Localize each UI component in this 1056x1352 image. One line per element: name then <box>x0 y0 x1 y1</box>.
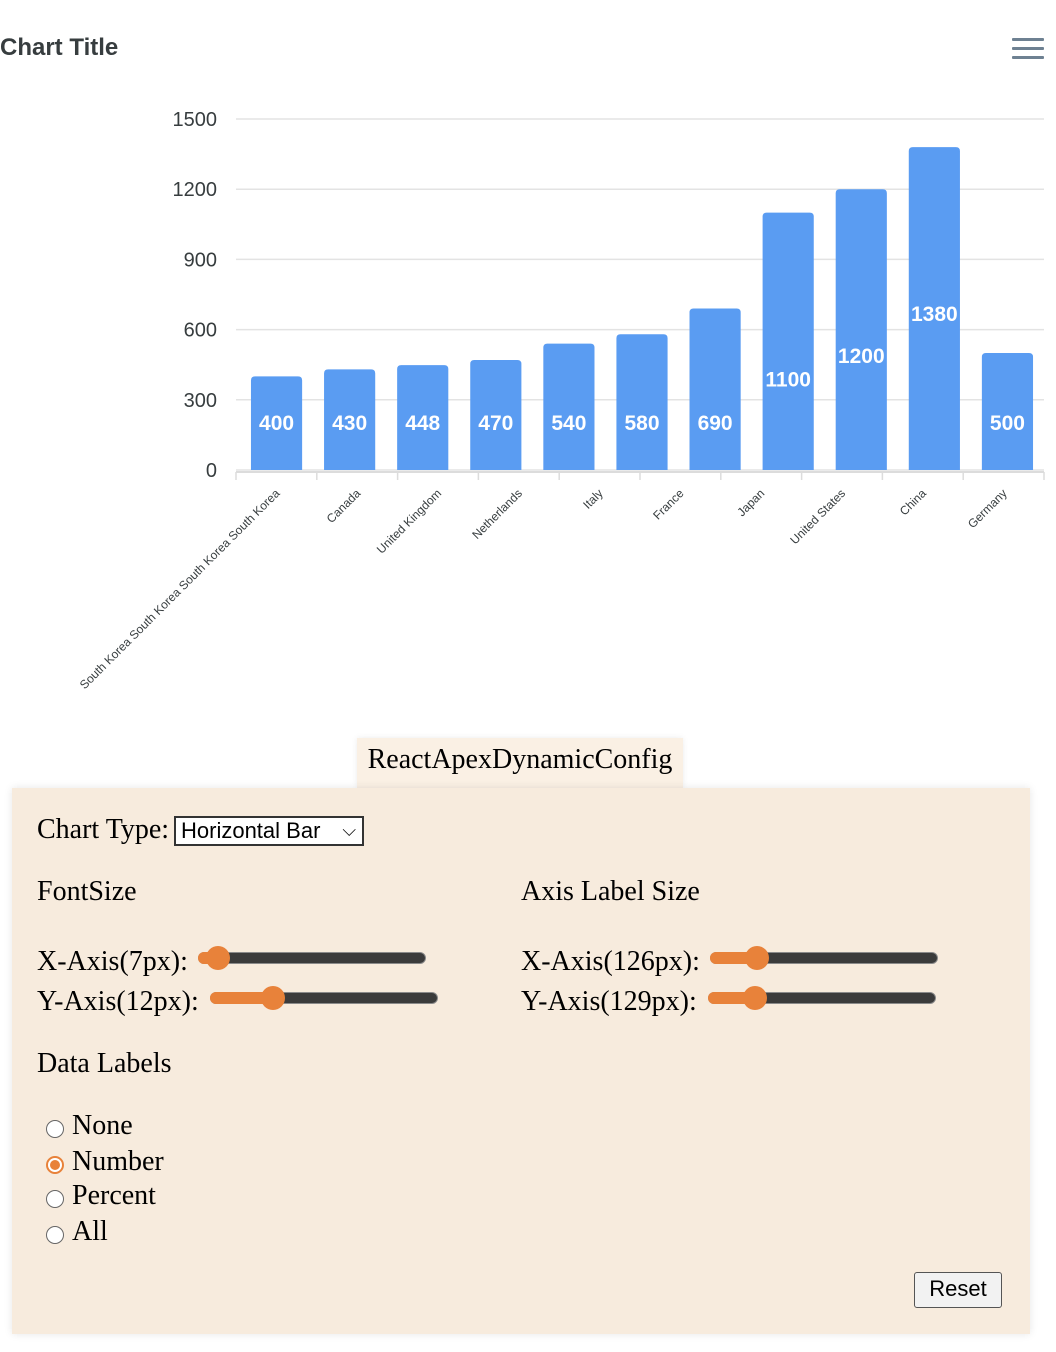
slider-thumb[interactable] <box>206 946 230 970</box>
config-panel <box>12 788 1030 1334</box>
data-label: 1200 <box>837 345 885 369</box>
radio-number[interactable] <box>46 1156 64 1174</box>
x-tick-label: France <box>650 486 687 523</box>
data-label: 580 <box>624 412 660 435</box>
radio-label-none[interactable]: None <box>72 1110 133 1141</box>
bar[interactable] <box>763 213 814 470</box>
data-label: 540 <box>551 412 587 435</box>
y-tick-label: 300 <box>183 389 217 412</box>
font-x-axis-slider[interactable] <box>198 943 426 973</box>
bar[interactable] <box>616 334 667 470</box>
y-tick-label: 1500 <box>172 109 217 131</box>
x-tick-label: Italy <box>580 486 606 512</box>
bar[interactable] <box>543 344 594 470</box>
data-label: 470 <box>478 412 514 435</box>
config-tab <box>357 738 683 788</box>
data-label: 690 <box>697 412 733 435</box>
x-tick-label: United Kingdom <box>373 486 445 557</box>
bar-chart <box>0 90 1056 720</box>
chart-type-value: Horizontal Bar <box>181 818 321 843</box>
hamburger-menu-icon[interactable] <box>1012 38 1044 62</box>
x-tick-label: South Korea South Korea South Korea South Korea <box>76 486 283 692</box>
radio-label-percent[interactable]: Percent <box>72 1180 156 1211</box>
data-label: 1100 <box>765 368 811 392</box>
font-y-axis-slider[interactable] <box>210 983 438 1013</box>
radio-none[interactable] <box>46 1120 64 1138</box>
x-tick-label: Netherlands <box>469 486 525 542</box>
radio-label-number[interactable]: Number <box>72 1146 164 1177</box>
x-tick-label: United States <box>787 486 849 548</box>
reset-button[interactable]: Reset <box>914 1272 1002 1308</box>
axis-x-slider[interactable] <box>710 943 938 973</box>
chart-title: Chart Title <box>0 34 119 61</box>
y-tick-label: 1200 <box>172 179 217 202</box>
y-tick-label: 0 <box>205 460 217 482</box>
radio-label-all[interactable]: All <box>72 1216 108 1247</box>
config-title: ReactApexDynamicConfig <box>367 744 673 775</box>
x-tick-label: China <box>896 486 929 519</box>
radio-percent[interactable] <box>46 1190 64 1208</box>
axis-label-size-heading: Axis Label Size <box>521 876 700 907</box>
data-labels-heading: Data Labels <box>37 1048 172 1079</box>
x-tick-label: Canada <box>323 486 364 526</box>
data-label: 448 <box>405 412 441 435</box>
x-tick-label: Japan <box>734 486 768 520</box>
fontsize-heading: FontSize <box>37 876 137 907</box>
data-label: 1380 <box>911 303 958 327</box>
radio-all[interactable] <box>46 1226 64 1244</box>
chevron-down-icon: ⌵ <box>342 820 356 840</box>
data-label: 430 <box>332 412 368 435</box>
chart-type-select[interactable] <box>174 816 364 846</box>
slider-thumb[interactable] <box>743 986 767 1010</box>
bar[interactable] <box>836 189 887 470</box>
y-tick-label: 600 <box>183 319 217 342</box>
axis-y-slider[interactable] <box>708 983 936 1013</box>
x-tick-label: Germany <box>964 486 1010 532</box>
bar[interactable] <box>690 309 741 470</box>
chart-type-label: Chart Type: <box>37 814 170 845</box>
axis-x-label: X-Axis(126px): <box>521 946 700 977</box>
data-label: 400 <box>259 412 295 435</box>
y-tick-label: 900 <box>183 249 217 272</box>
slider-thumb[interactable] <box>261 986 285 1010</box>
font-x-axis-label: X-Axis(7px): <box>37 946 188 977</box>
data-label: 500 <box>989 412 1025 435</box>
font-y-axis-label: Y-Axis(12px): <box>37 986 199 1017</box>
slider-thumb[interactable] <box>745 946 769 970</box>
axis-y-label: Y-Axis(129px): <box>521 986 697 1017</box>
